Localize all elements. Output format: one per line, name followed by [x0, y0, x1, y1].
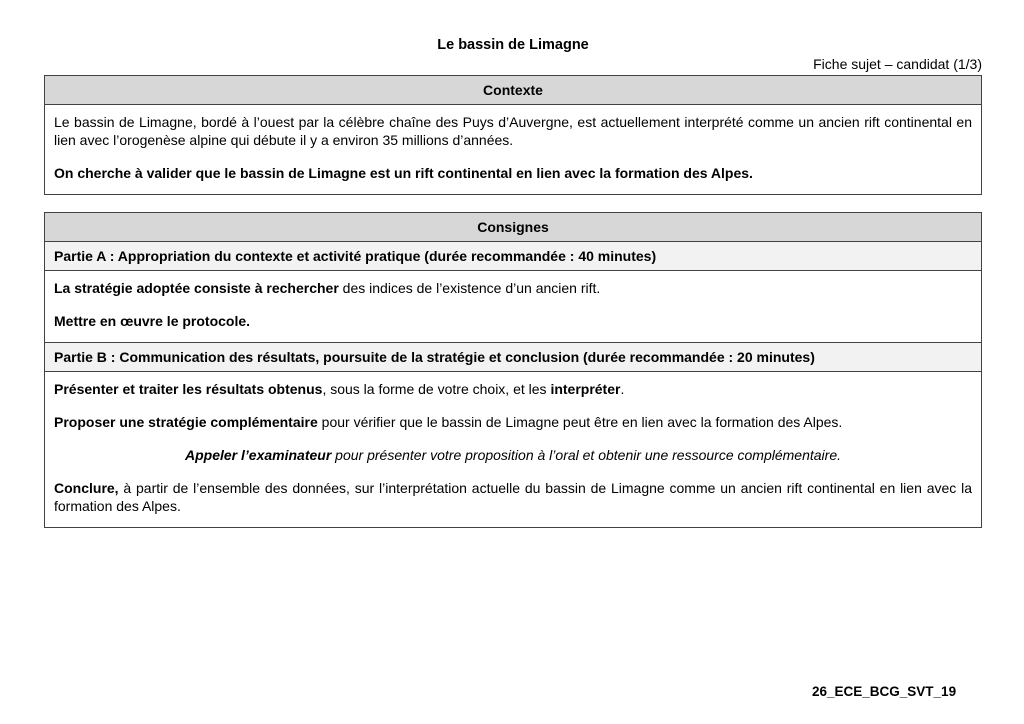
propose-paragraph [54, 413, 972, 431]
consignes-header: Consignes [45, 213, 982, 242]
contexte-body-cell [45, 105, 982, 195]
partie-b-title: Partie B : Communication des résultats, poursuite de la stratégie et conclusion (durée recommandée : 20 minutes) [45, 343, 982, 372]
conclude-paragraph [54, 479, 972, 515]
partie-a-title-row [45, 242, 982, 271]
conclude-bold-text: Conclure, [54, 480, 119, 496]
partie-a-body-cell [45, 271, 982, 343]
propose-bold-text: Proposer une stratégie complémentaire [54, 414, 318, 430]
footer-document-code: 26_ECE_BCG_SVT_19 [812, 684, 957, 699]
partie-b-title-row [45, 343, 982, 372]
page-content [44, 36, 982, 528]
document-title: Le bassin de Limagne [437, 37, 589, 53]
partie-b-body-row [45, 372, 982, 528]
contexte-paragraph: Le bassin de Limagne, bordé à l’ouest par la célèbre chaîne des Puys d’Auvergne, est actuellement interprété comme un ancien rift continental en lien avec l’orogenèse alpine qui débute il y a environ 35 millions d’années. [54, 114, 972, 148]
contexte-goal: On cherche à valider que le bassin de Limagne est un rift continental en lien avec la formation des Alpes. [54, 165, 753, 181]
present-bold2-text: interpréter [550, 381, 621, 397]
consignes-header-row [45, 213, 982, 242]
present-end-text: . [620, 381, 625, 397]
call-examiner-rest-text: pour présenter votre proposition à l’oral et obtenir une ressource complémentaire. [331, 447, 841, 463]
partie-a-title: Partie A : Appropriation du contexte et activité pratique (durée recommandée : 40 minutes) [45, 242, 982, 271]
sheet-label: Fiche sujet – candidat (1/3) [813, 56, 982, 72]
strategy-rest-text: des indices de l’existence d’un ancien rift. [338, 280, 601, 296]
partie-a-body-row [45, 271, 982, 343]
call-examiner-bold-text: Appeler l’examinateur [185, 447, 332, 463]
call-examiner-paragraph [54, 446, 972, 464]
present-bold-text: Présenter et traiter les résultats obtenus [54, 381, 323, 397]
conclude-rest-text: à partir de l’ensemble des données, sur l’interprétation actuelle du bassin de Limagne comme un ancien rift continental en lien avec la formation des Alpes. [54, 480, 972, 514]
present-paragraph [54, 380, 972, 398]
present-mid-text: , sous la forme de votre choix, et les [322, 381, 551, 397]
contexte-header-row [45, 76, 982, 105]
strategy-bold-text: La stratégie adoptée consiste à rechercher [54, 280, 339, 296]
partie-b-body-cell [45, 372, 982, 528]
strategy-paragraph [54, 279, 972, 297]
protocol-paragraph: Mettre en œuvre le protocole. [54, 313, 251, 329]
consignes-table [44, 212, 982, 528]
contexte-table [44, 75, 982, 195]
contexte-header: Contexte [45, 76, 982, 105]
contexte-body-row [45, 105, 982, 195]
propose-rest-text: pour vérifier que le bassin de Limagne peut être en lien avec la formation des Alpes. [317, 414, 843, 430]
